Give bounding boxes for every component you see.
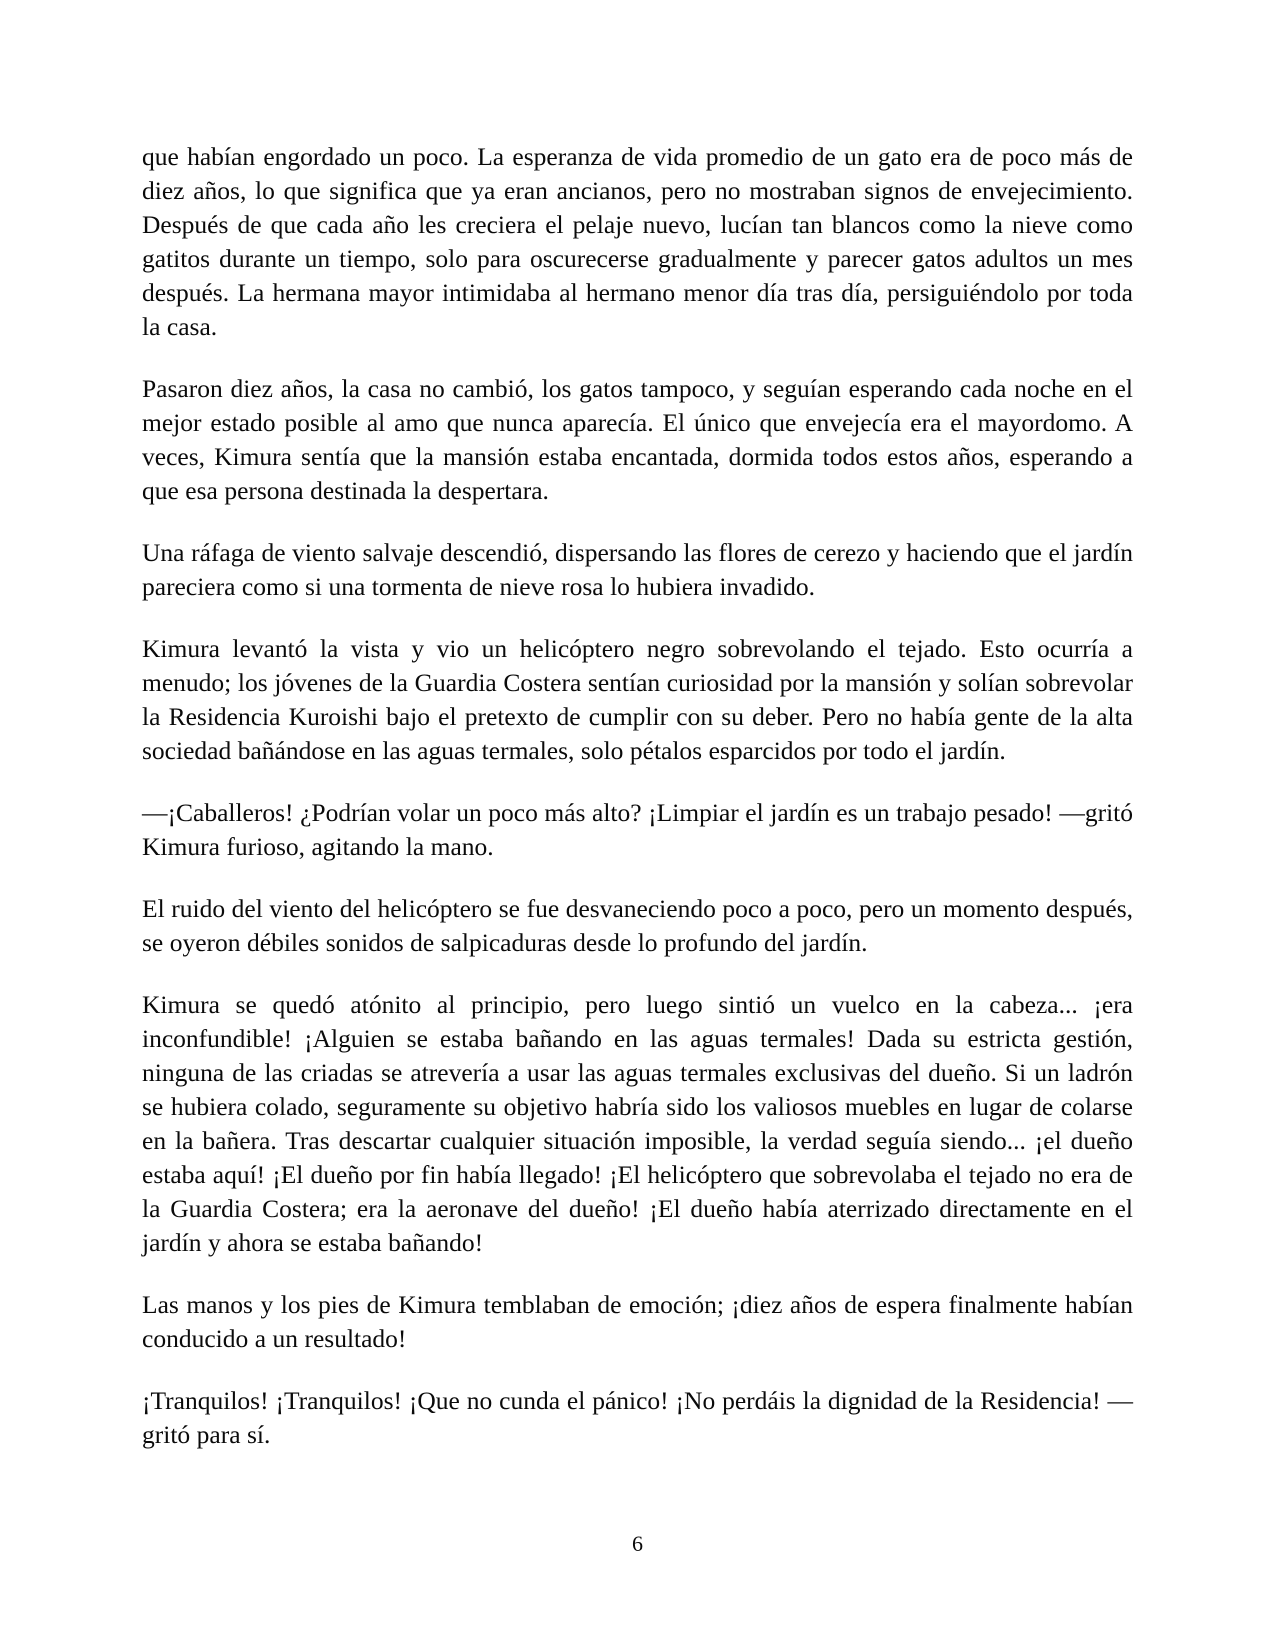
paragraph: El ruido del viento del helicóptero se fue desvaneciendo poco a poco, pero un momento después, se oyeron débiles sonidos de salpicaduras desde lo profundo del jardín. (142, 894, 1133, 957)
paragraph: Kimura levantó la vista y vio un helicóptero negro sobrevolando el tejado. Esto ocurría a menudo; los jóvenes de la Guardia Costera sentían curiosidad por la mansión y solían sobrevolar la Residencia Kuroishi bajo el pretexto de cumplir con su deber. Pero no había gente de la alta sociedad bañándose en las aguas termales, solo pétalos esparcidos por todo el jardín. (142, 634, 1133, 765)
paragraph: Pasaron diez años, la casa no cambió, los gatos tampoco, y seguían esperando cada noche en el mejor estado posible al amo que nunca aparecía. El único que envejecía era el mayordomo. A veces, Kimura sentía que la mansión estaba encantada, dormida todos estos años, esperando a que esa persona destinada la despertara. (142, 374, 1133, 505)
paragraph: Kimura se quedó atónito al principio, pero luego sintió un vuelco en la cabeza... ¡era inconfundible! ¡Alguien se estaba bañando en las aguas termales! Dada su estricta gestión, ninguna de las criadas se atrevería a usar las aguas termales exclusivas del dueño. Si un ladrón se hubiera colado, seguramente su objetivo habría sido los valiosos muebles en lugar de colarse en la bañera. Tras descartar cualquier situación imposible, la verdad seguía siendo... ¡el dueño estaba aquí! ¡El dueño por fin había llegado! ¡El helicóptero que sobrevolaba el tejado no era de la Guardia Costera; era la aeronave del dueño! ¡El dueño había aterrizado directamente en el jardín y ahora se estaba bañando! (142, 990, 1133, 1257)
paragraph: Las manos y los pies de Kimura temblaban de emoción; ¡diez años de espera finalmente habían conducido a un resultado! (142, 1290, 1133, 1353)
paragraph: ¡Tranquilos! ¡Tranquilos! ¡Que no cunda el pánico! ¡No perdáis la dignidad de la Residencia! —gritó para sí. (142, 1386, 1133, 1449)
document-body (142, 140, 1133, 1452)
page-number: 6 (632, 1531, 643, 1556)
paragraph: Una ráfaga de viento salvaje descendió, dispersando las flores de cerezo y haciendo que el jardín pareciera como si una tormenta de nieve rosa lo hubiera invadido. (142, 538, 1133, 601)
paragraph: —¡Caballeros! ¿Podrían volar un poco más alto? ¡Limpiar el jardín es un trabajo pesado! —gritó Kimura furioso, agitando la mano. (142, 798, 1133, 861)
paragraph: que habían engordado un poco. La esperanza de vida promedio de un gato era de poco más de diez años, lo que significa que ya eran ancianos, pero no mostraban signos de envejecimiento. Después de que cada año les creciera el pelaje nuevo, lucían tan blancos como la nieve como gatitos durante un tiempo, solo para oscurecerse gradualmente y parecer gatos adultos un mes después. La hermana mayor intimidaba al hermano menor día tras día, persiguiéndolo por toda la casa. (142, 142, 1133, 341)
